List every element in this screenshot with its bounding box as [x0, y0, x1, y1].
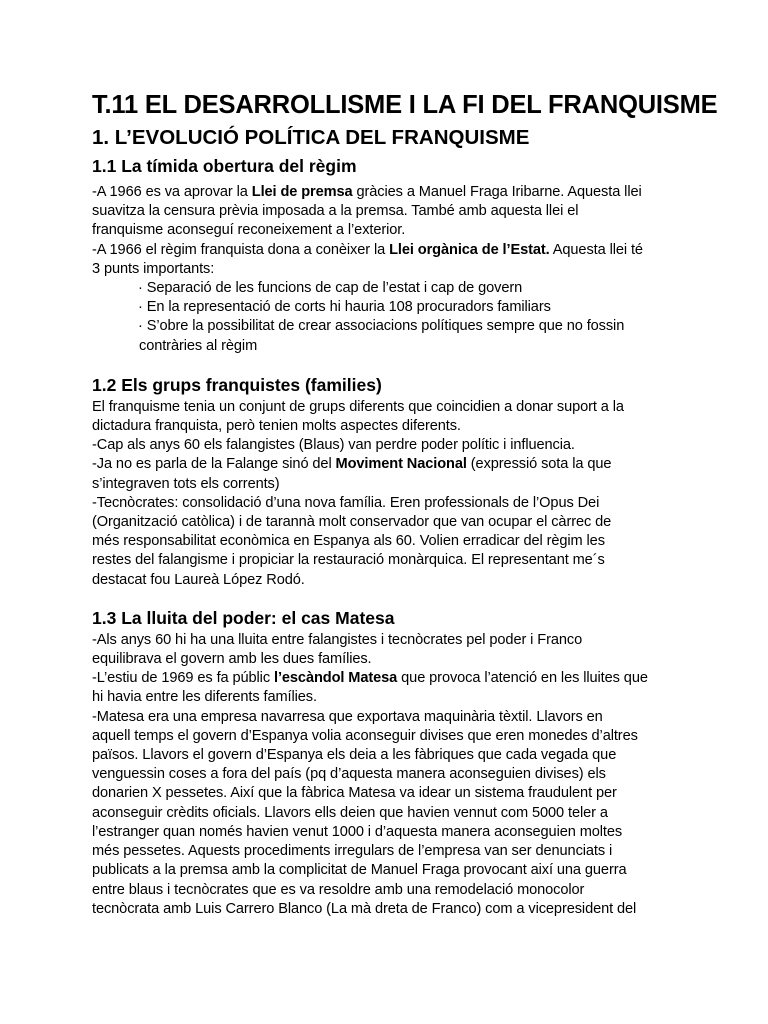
subsection-heading-timida-obertura: 1.1 La tímida obertura del règim: [92, 156, 357, 176]
paragraph-line: 3 punts importants:: [92, 260, 215, 277]
paragraph-line: El franquisme tenia un conjunt de grups diferents que coincidien a donar suport a la: [92, 398, 624, 415]
paragraph-line: més pessetes. Aquests procediments irregulars de l’empresa van ser denunciats i: [92, 843, 613, 860]
paragraph-line: equilibrava el govern amb les dues famílies.: [92, 651, 372, 668]
paragraph-line: -Tecnòcrates: consolidació d’una nova família. Eren professionals de l’Opus Dei: [92, 494, 600, 511]
paragraph-line: aconseguir crèdits oficials. Llavors ells deien que havien vennut com 5000 teler a: [92, 804, 608, 821]
paragraph-line: -A 1966 es va aprovar la Llei de premsa gràcies a Manuel Fraga Iribarne. Aquesta llei: [92, 184, 642, 200]
bold-term: Llei de premsa: [251, 184, 353, 200]
paragraph-line: tecnòcrata amb Luis Carrero Blanco (La mà dreta de Franco) com a vicepresident del: [92, 900, 637, 917]
paragraph-line: -Cap als anys 60 els falangistes (Blaus) van perdre poder polític i influencia.: [92, 437, 575, 454]
bold-term: Llei orgànica de l’Estat.: [389, 241, 550, 258]
bullet-item: · Separació de les funcions de cap de l’estat i cap de govern: [138, 280, 523, 297]
subsection-heading-cas-matesa: 1.3 La lluita del poder: el cas Matesa: [92, 607, 395, 628]
paragraph-line: -Als anys 60 hi ha una lluita entre falangistes i tecnòcrates pel poder i Franco: [92, 631, 583, 648]
paragraph-line: (Organització catòlica) i de tarannà molt conservador que van ocupar el càrrec de: [92, 514, 612, 531]
paragraph-line: països. Llavors el govern d’Espanya els deia a les fàbriques que cada vegada que: [92, 747, 617, 764]
paragraph-line: -A 1966 el règim franquista dona a conèixer la Llei orgànica de l’Estat. Aquesta llei té: [92, 241, 643, 258]
paragraph-line: -Ja no es parla de la Falange sinó del Moviment Nacional (expressió sota la que: [92, 456, 612, 473]
paragraph-line: més responsabilitat econòmica en Espanya als 60. Volien erradicar del règim les: [92, 533, 605, 550]
bullet-item: · S’obre la possibilitat de crear associacions polítiques sempre que no fossin: [138, 318, 625, 335]
paragraph-line: -Matesa era una empresa navarresa que exportava maquinària tèxtil. Llavors en: [92, 708, 603, 725]
paragraph-line: hi havia entre les diferents famílies.: [92, 689, 317, 706]
paragraph-line: destacat fou Laureà López Rodó.: [92, 571, 305, 588]
paragraph-line: venguessin coses a fora del país (pq d’aquesta manera aconseguien divises) els: [92, 766, 606, 783]
bullet-item-continuation: contràries al règim: [139, 337, 258, 354]
paragraph-line: s’integraven tots els corrents): [92, 475, 280, 492]
paragraph-line: l’estranger quan només havien venut 1000 i d’aquesta manera aconseguien moltes: [92, 823, 623, 840]
section-heading-evolucio-politica: 1. L’EVOLUCIÓ POLÍTICA DEL FRANQUISME: [92, 126, 530, 149]
paragraph-line: franquisme aconseguí reconeixement a l’exterior.: [92, 222, 406, 239]
paragraph-line: -L’estiu de 1969 es fa públic l’escàndol Matesa que provoca l’atenció en les lluites que: [92, 670, 648, 687]
paragraph-line: restes del falangisme i propiciar la restauració monàrquica. El representant me´s: [92, 552, 605, 569]
bullet-item: · En la representació de corts hi hauria 108 procuradors familiars: [138, 299, 551, 316]
bold-term: Moviment Nacional: [335, 456, 467, 473]
paragraph-line: donarien X pessetes. Així que la fàbrica Matesa va idear un sistema fraudulent per: [92, 785, 617, 802]
bold-term: l’escàndol Matesa: [273, 670, 398, 687]
paragraph-line: publicats a la premsa amb la complicitat de Manuel Fraga provocant així una guerra: [92, 862, 627, 879]
subsection-heading-grups-franquistes: 1.2 Els grups franquistes (families): [92, 374, 382, 395]
paragraph-line: entre blaus i tecnòcrates que es va resoldre amb una remodelació monocolor: [92, 881, 585, 898]
paragraph-line: aquell temps el govern d’Espanya volia aconseguir divises que eren monedes d’altres: [92, 727, 638, 744]
paragraph-line: suavitza la censura prèvia imposada a la premsa. També amb aquesta llei el: [92, 203, 579, 220]
document-title: T.11 EL DESARROLLISME I LA FI DEL FRANQUISME: [92, 91, 718, 119]
paragraph-line: dictadura franquista, però tenien molts aspectes diferents.: [92, 418, 461, 435]
